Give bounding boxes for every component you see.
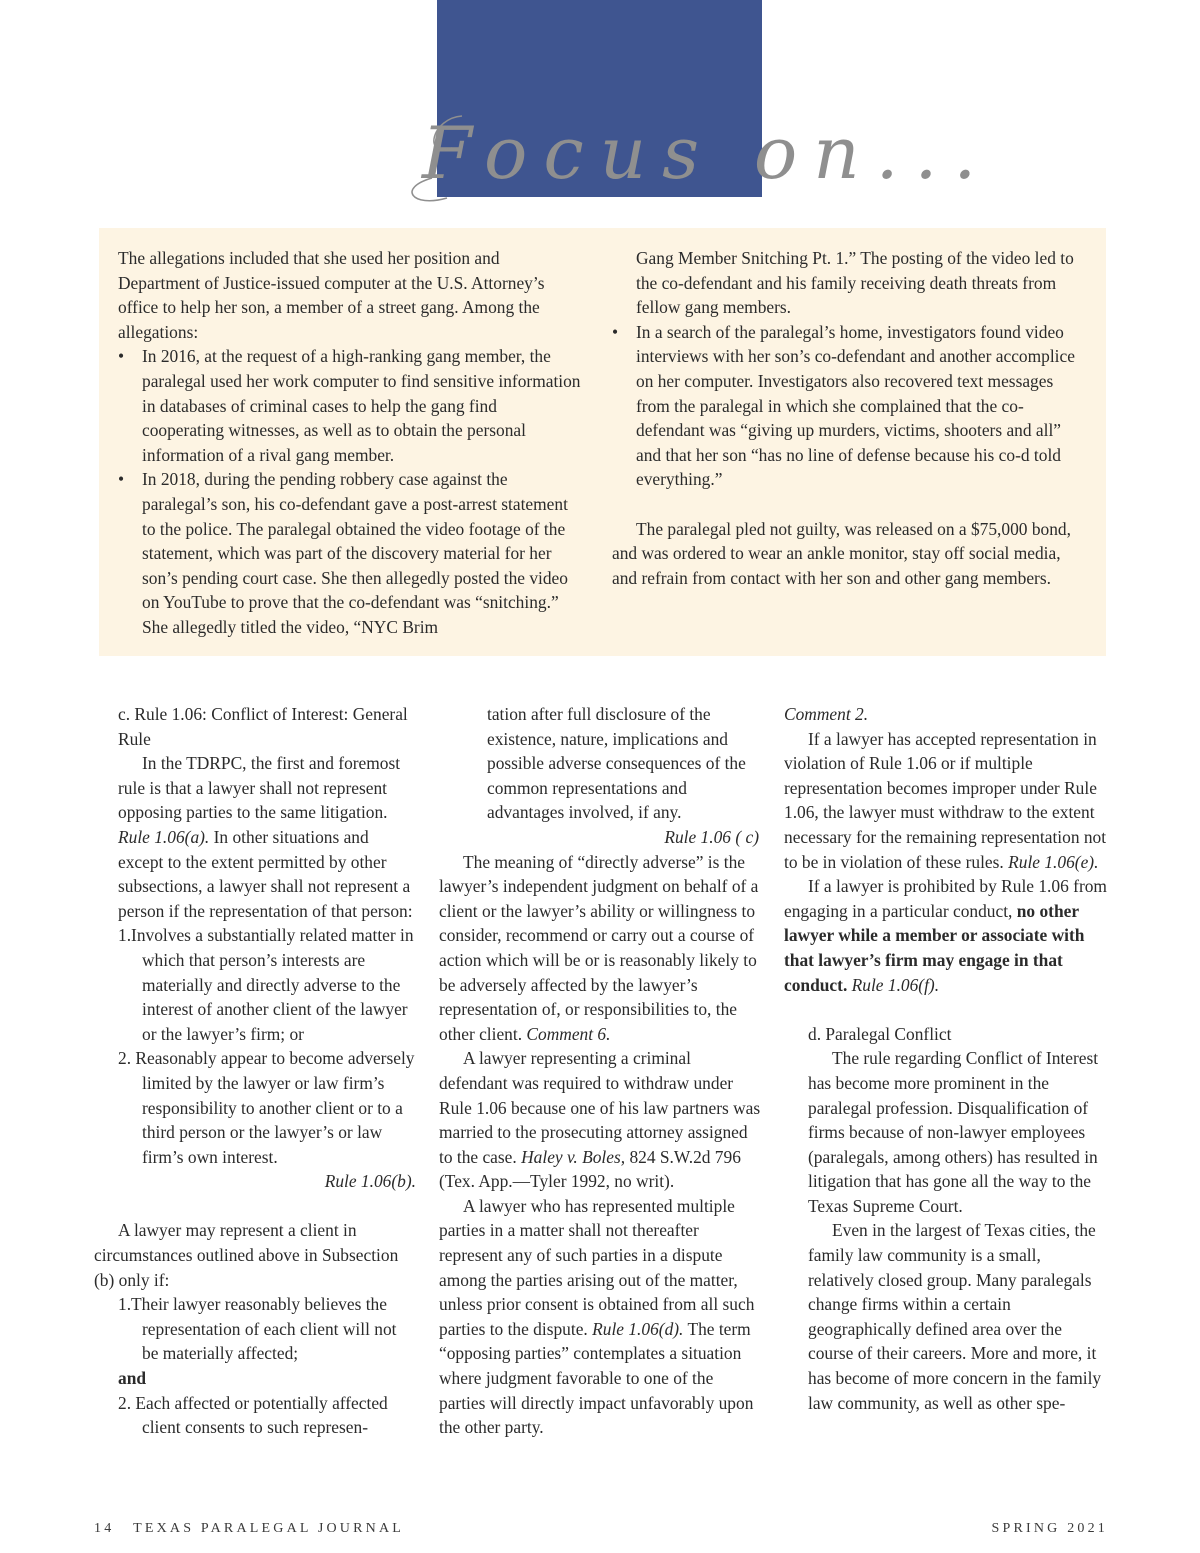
col1-and: and (118, 1368, 147, 1389)
col2-continuation: tation after full disclosure of the existence, nature, implications and possible adverse consequences of the common representations and advantages involved, if any. (487, 704, 746, 823)
col1-list-item-1: 1.Involves a substantially related matter in which that person’s interests are materially and directly adverse to the interest of another client of the lawyer or the lawyer’s firm; or (118, 925, 414, 1044)
callout-bullet-3: • In a search of the paralegal’s home, investigators found video interviews with her son’s co-defendant and another accomplice on her computer. Investigators also recovered text messages from the paralegal in which she complained that the co-defendant was “giving up murders, victims, shooters and all” and that her son “has no line of defense because his co-d told everything.” (612, 321, 1075, 490)
col2-paragraph-1: The meaning of “directly adverse” is the lawyer’s independent judgment on behalf of a client or the lawyer’s ability or willingness to consider, recommend or carry out a course of action which will be or is reasonably likely to be adversely affected by the lawyer’s representation of, or responsibilities to, the other client. Comment 6. (439, 851, 759, 1044)
footer-left (94, 1521, 404, 1537)
col2-paragraph-3: A lawyer who has represented multiple parties in a matter shall not thereafter represent any of such parties in a dispute among the parties arising out of the matter, unless prior consent is obtained from all such parties to the dispute. Rule 1.06(d). The term “opposing parties” contemplates a situation where judgment favorable to one of the parties will directly impact unfavorably upon the other party. (439, 1195, 755, 1438)
publication-name: TEXAS PARALEGAL JOURNAL (133, 1521, 405, 1536)
col2-paragraph-2: A lawyer representing a criminal defendant was required to withdraw under Rule 1.06 because one of his law partners was married to the prosecuting attorney assigned to the case. Haley v. Boles, 824 S.W.2d 796 (Tex. App.—Tyler 1992, no writ). (439, 1048, 761, 1192)
col1-list-item-2: 2. Reasonably appear to become adversely limited by the lawyer or law firm’s responsibility to another client or to a third person or the lawyer’s or law firm’s own interest. (118, 1048, 415, 1167)
callout-conclusion: The paralegal pled not guilty, was released on a $75,000 bond, and was ordered to wear an ankle monitor, stay off social media, and refrain from contact with her son and other gang members. (612, 518, 1071, 588)
section-heading-d: d. Paralegal Conflict (808, 1023, 952, 1044)
callout-bullet-1: • In 2016, at the request of a high-ranking gang member, the paralegal used her work computer to find sensitive information in databases of criminal cases to help the gang find cooperating witnesses, as well as to obtain the personal information of a rival gang member. (118, 346, 581, 465)
col1-paragraph-2: A lawyer may represent a client in circumstances outlined above in Subsection (b) only if: (94, 1220, 399, 1290)
bullet-icon: • (118, 469, 125, 490)
body-column-3 (784, 702, 1108, 1415)
col3-paragraph-3: The rule regarding Conflict of Interest has become more prominent in the paralegal profession. Disqualification of firms because of non-lawyer employees (paralegals, among others) has resulted in litigation that has gone all the way to the Texas Supreme Court. (808, 1048, 1099, 1216)
col1-list-item-3: 1.Their lawyer reasonably believes the representation of each client will not be materially affected; (118, 1294, 397, 1364)
bullet-icon: • (612, 321, 619, 342)
page-number: 14 (94, 1521, 115, 1536)
col2-citation: Rule 1.06 ( c) (664, 826, 759, 847)
col3-citation: Comment 2. (784, 704, 869, 724)
callout-left-column (118, 246, 583, 640)
callout-bullet-2: • In 2018, during the pending robbery case against the paralegal’s son, his co-defendant gave a post-arrest statement to the police. The paralegal obtained the video footage of the statement, which was part of the discovery material for her son’s pending court case. She then allegedly posted the video on YouTube to prove that the co-defendant was “snitching.” She allegedly titled the video, “NYC Brim (118, 469, 568, 637)
focus-on-script (392, 88, 993, 228)
callout-right-column (612, 246, 1086, 590)
focus-on-text: Focus on... (422, 111, 993, 195)
body-column-1 (94, 702, 416, 1440)
body-column-2 (439, 702, 761, 1440)
section-heading-c: c. Rule 1.06: Conflict of Interest: General Rule (118, 704, 408, 749)
focus-on-title (392, 88, 993, 228)
issue-label: SPRING 2021 (991, 1521, 1108, 1536)
col1-paragraph-1: In the TDRPC, the first and foremost rule is that a lawyer shall not represent opposing parties to the same litigation. Rule 1.06(a). In other situations and except to the extent permitted by other subsections, a lawyer shall not represent a person if the representation of that person: (118, 753, 413, 921)
col3-paragraph-1: If a lawyer has accepted representation in violation of Rule 1.06 or if multiple representation becomes improper under Rule 1.06, the lawyer must withdraw to the extent necessary for the remaining representation not to be in violation of these rules. Rule 1.06(e). (784, 728, 1107, 872)
callout-continuation: Gang Member Snitching Pt. 1.” The posting of the video led to the co-defendant and his family receiving death threats from fellow gang members. (636, 248, 1074, 318)
col3-paragraph-4: Even in the largest of Texas cities, the family law community is a small, relatively closed group. Many paralegals change firms within a certain geographically defined area over the course of their careers. More and more, it has become of more concern in the family law community, as well as other spe- (808, 1220, 1102, 1413)
callout-intro: The allegations included that she used her position and Department of Justice-issued computer at the U.S. Attorney’s office to help her son, a member of a street gang. Among the allegations: (118, 248, 545, 342)
col1-list-item-4: 2. Each affected or potentially affected client consents to such represen- (118, 1392, 388, 1438)
bullet-icon: • (118, 346, 125, 367)
col3-paragraph-2: If a lawyer is prohibited by Rule 1.06 from engaging in a particular conduct, no other lawyer while a member or associate with that lawyer’s firm may engage in that conduct. Rule 1.06(f). (784, 876, 1107, 995)
col1-citation: Rule 1.06(b). (324, 1171, 416, 1192)
